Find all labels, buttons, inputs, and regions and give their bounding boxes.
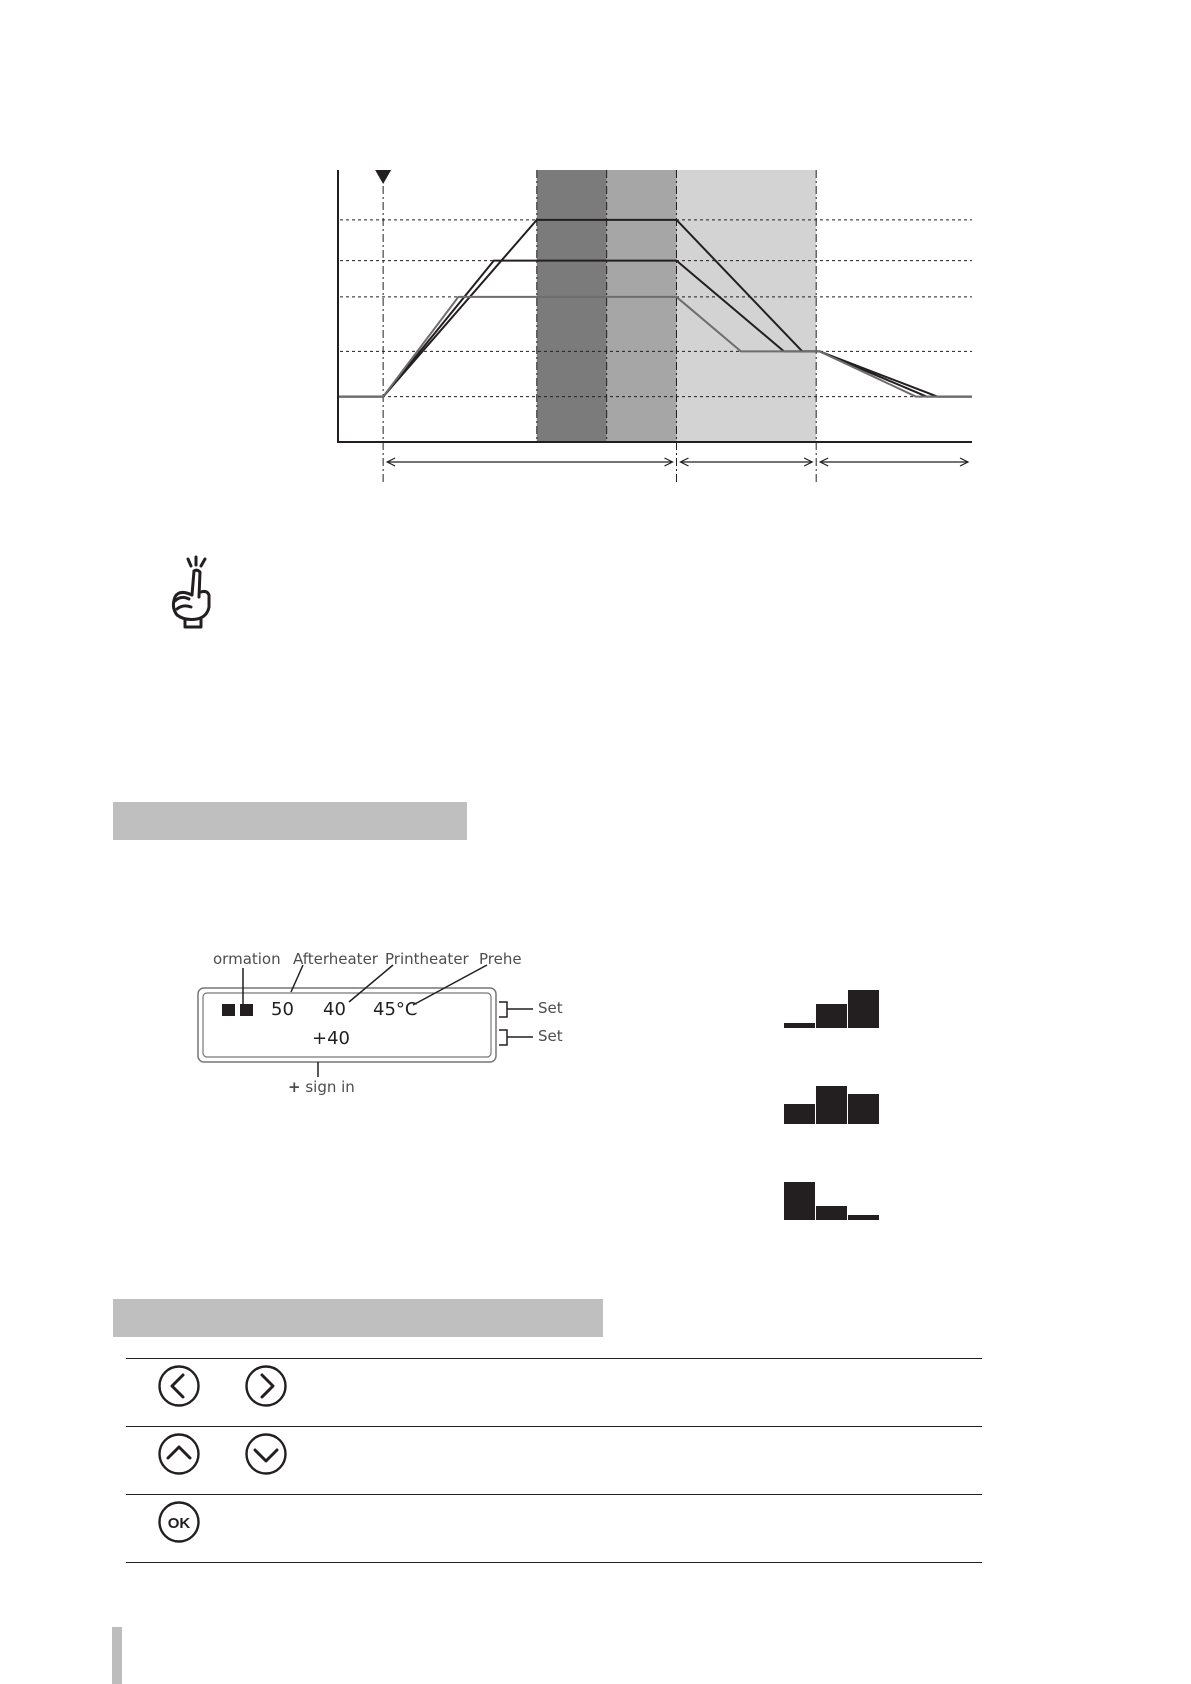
table-rule — [126, 1562, 982, 1563]
table-rule — [126, 1426, 982, 1427]
temperature-profile-chart — [0, 0, 1191, 500]
printheater-value: 40 — [323, 999, 346, 1020]
start-triangle-icon — [375, 170, 391, 184]
chevron-up-icon — [157, 1432, 201, 1476]
chevron-right-icon — [244, 1364, 288, 1408]
zone-band — [676, 170, 816, 442]
table-rule — [126, 1494, 982, 1495]
section-header-bar — [113, 802, 467, 840]
level-bar — [784, 1023, 815, 1028]
level-bar — [816, 1206, 847, 1220]
set-label-top: Set — [538, 999, 563, 1017]
level-indicator — [784, 1182, 879, 1220]
printheater-label: Printheater — [385, 950, 469, 968]
chevron-down-icon — [244, 1432, 288, 1476]
preheater-value: 45°C — [373, 999, 418, 1020]
lcd-block — [222, 1004, 235, 1016]
offset-value: +40 — [312, 1028, 350, 1049]
ok-icon — [157, 1500, 201, 1544]
level-indicator — [784, 1086, 879, 1124]
level-bar — [848, 990, 879, 1028]
pointing-hand-icon — [165, 555, 225, 635]
set-label-bottom: Set — [538, 1027, 563, 1045]
heater-level-indicators — [784, 990, 884, 1230]
section-header-bar — [113, 1299, 603, 1337]
information-label: ormation — [213, 950, 281, 968]
level-bar — [784, 1104, 815, 1124]
level-bar — [784, 1182, 815, 1220]
level-bar — [848, 1215, 879, 1220]
span-arrow-layer — [387, 458, 968, 466]
afterheater-value: 50 — [271, 999, 294, 1020]
table-rule — [126, 1358, 982, 1359]
level-indicator — [784, 990, 879, 1028]
level-bar — [848, 1094, 879, 1124]
level-bar — [816, 1086, 847, 1124]
zone-band — [537, 170, 607, 442]
lcd-block — [240, 1004, 253, 1016]
ok-icon-label: OK — [167, 1515, 191, 1532]
level-bar — [816, 1004, 847, 1028]
zone-band — [607, 170, 677, 442]
preheater-label: Prehe — [479, 950, 522, 968]
page-edge-tab — [112, 1627, 122, 1684]
afterheater-label: Afterheater — [293, 950, 378, 968]
chevron-left-icon — [157, 1364, 201, 1408]
sign-caption — [288, 1078, 355, 1096]
plus-sign: + — [288, 1078, 301, 1096]
lcd-diagram — [0, 940, 620, 1100]
sign-caption-text: sign in — [300, 1078, 355, 1096]
